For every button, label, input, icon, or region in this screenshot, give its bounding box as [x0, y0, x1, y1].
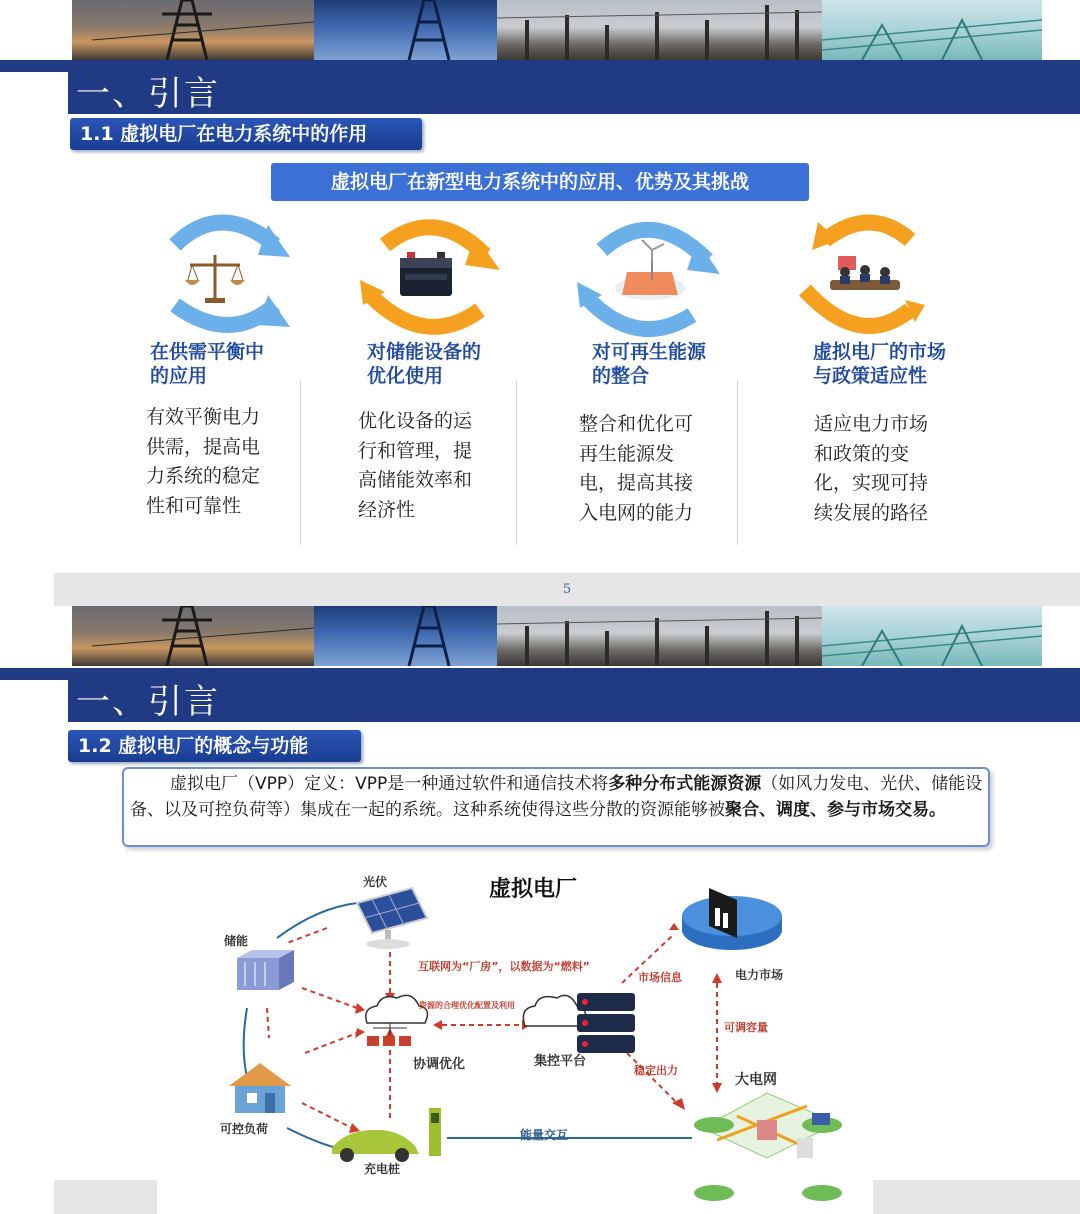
market-icon	[682, 888, 782, 950]
green-lines-photo	[822, 0, 1042, 60]
column-text: 有效平衡电力 供需，提高电 力系统的稳定 性和可靠性	[146, 406, 261, 517]
center-banner: 虚拟电厂在新型电力系统中的应用、优势及其挑战	[271, 163, 809, 201]
subsection-title: 1.1 虚拟电厂在电力系统中的作用	[70, 118, 422, 150]
substation-photo	[497, 606, 822, 666]
node-label-platform: 集控平台	[534, 1054, 587, 1069]
sunset-tower-photo	[72, 606, 314, 666]
node-label-charger: 充电桩	[364, 1162, 401, 1176]
node-label-storage: 储能	[224, 934, 249, 948]
page-footer-left	[54, 1180, 157, 1214]
link-label-stable: 稳定出力	[634, 1064, 678, 1077]
node-label-load: 可控负荷	[220, 1122, 269, 1136]
column-divider	[300, 380, 301, 545]
storage-icon	[237, 950, 294, 990]
cycle-arrows-2	[355, 210, 505, 345]
column-heading: 对储能设备的 优化使用	[367, 341, 482, 387]
feature-column-4	[813, 340, 1013, 528]
link-label-alloc: 资源的合理优化配置及利用	[419, 1001, 515, 1010]
column-divider	[737, 380, 738, 545]
page-number: 5	[562, 582, 572, 597]
substation-photo	[497, 0, 822, 60]
subsection-title: 1.2 虚拟电厂的概念与功能	[68, 730, 361, 762]
column-text: 适应电力市场 和政策的变 化，实现可持 续发展的路径	[814, 413, 929, 524]
feature-column-1	[146, 340, 350, 521]
vpp-diagram	[157, 858, 873, 1214]
car-charger-icon	[332, 1108, 441, 1162]
sunset-tower-photo	[72, 0, 314, 60]
feature-column-3	[579, 340, 792, 528]
section-title-bar	[68, 668, 1080, 722]
blue-tower-photo	[314, 0, 497, 60]
node-label-grid: 大电网	[735, 1072, 777, 1088]
server-platform-icon	[523, 993, 635, 1053]
title-accent-stripe	[0, 668, 68, 680]
blue-tower-photo	[314, 606, 497, 666]
link-label-energy: 能量交互	[520, 1128, 569, 1142]
definition-text: 虚拟电厂（VPP）定义：VPP是一种通过软件和通信技术将	[170, 774, 609, 794]
link-label-internet: 互联网为“厂房”，以数据为“燃料”	[418, 960, 590, 973]
cycle-arrows-3	[572, 210, 722, 345]
battery-icon	[400, 252, 452, 296]
node-label-coord: 协调优化	[413, 1057, 466, 1072]
cycle-arrows-1	[150, 205, 300, 345]
balance-scale-icon	[185, 255, 245, 303]
diagram-title: 虚拟电厂	[489, 877, 578, 902]
page-footer	[54, 573, 1080, 606]
column-divider	[516, 380, 517, 545]
header-photo-strip	[72, 0, 1042, 60]
column-heading: 对可再生能源 的整合	[592, 341, 707, 387]
grid-icon	[694, 1093, 842, 1201]
column-heading: 在供需平衡中 的应用	[150, 341, 265, 387]
definition-emphasis: 聚合、调度、参与市场交易。	[725, 800, 946, 820]
title-accent-stripe	[0, 60, 68, 72]
diagram-connectors	[157, 858, 873, 1214]
definition-text: （如风力发电、光伏、储能设备、以及可控负荷等）集成在一起的系统。这种系统使得这些分散的资源能够被	[130, 774, 983, 820]
house-icon	[229, 1063, 291, 1113]
column-heading: 虚拟电厂的市场 与政策适应性	[813, 341, 947, 387]
definition-emphasis: 多种分布式能源资源	[608, 774, 762, 794]
header-photo-strip	[72, 606, 1042, 666]
meeting-icon	[830, 256, 900, 290]
page-footer-right	[873, 1180, 1080, 1214]
solar-wind-icon	[615, 240, 685, 300]
green-lines-photo	[822, 606, 1042, 666]
solar-panel-icon	[357, 888, 427, 949]
feature-column-2	[358, 340, 567, 525]
link-label-market-info: 市场信息	[638, 971, 682, 984]
node-label-market: 电力市场	[735, 968, 784, 982]
node-label-pv: 光伏	[363, 875, 388, 889]
column-text: 整合和优化可 再生能源发 电，提高其接 入电网的能力	[579, 413, 694, 524]
cycle-arrows-4	[790, 210, 940, 345]
section-title: 一、引言	[76, 74, 220, 114]
section-title: 一、引言	[76, 682, 220, 722]
definition-box	[122, 767, 990, 847]
column-text: 优化设备的运 行和管理，提 高储能效率和 经济性	[358, 410, 473, 521]
link-label-capacity: 可调容量	[724, 1021, 768, 1034]
section-title-bar	[68, 60, 1080, 114]
